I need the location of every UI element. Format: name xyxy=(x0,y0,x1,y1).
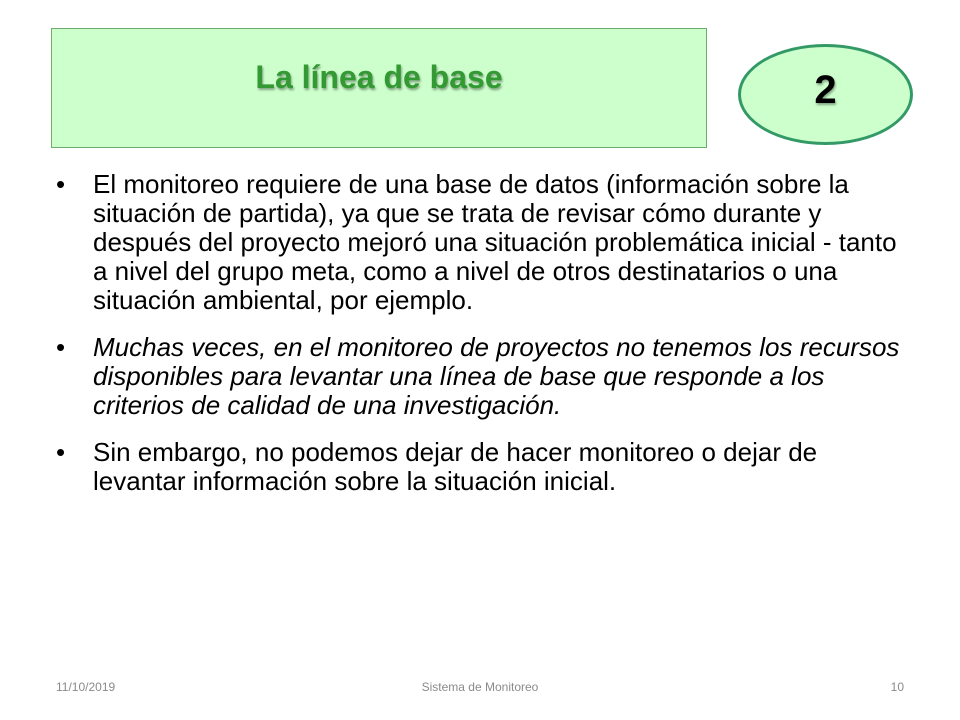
footer-page-number: 10 xyxy=(890,680,904,694)
bullet-text-2: Muchas veces, en el monitoreo de proyectos no tenemos los recursos disponibles para levantar una línea de base que responde a los criterios de calidad de una investigación. xyxy=(93,332,900,420)
title-box xyxy=(51,28,707,148)
slide-number-badge xyxy=(738,44,913,145)
bullet-icon: • xyxy=(56,437,66,467)
bullet-text-1: El monitoreo requiere de una base de datos (información sobre la situación de partida), ya que se trata de revisar cómo durante y después del proyecto mejoró una situación problemática inicial - tanto a nivel del grupo meta, como a nivel de otros destinatarios o una situación ambiental, por ejemplo. xyxy=(93,169,897,315)
bullet-icon: • xyxy=(56,332,66,362)
bullet-text-3: Sin embargo, no podemos dejar de hacer monitoreo o dejar de levantar información sobre la situación inicial. xyxy=(93,437,818,496)
footer-date: 11/10/2019 xyxy=(56,680,116,694)
badge-number: 2 xyxy=(814,68,837,112)
bullet-item-3 xyxy=(56,438,916,496)
bullet-list xyxy=(56,170,916,514)
slide-title: La línea de base xyxy=(255,58,503,95)
bullet-icon: • xyxy=(56,169,66,199)
bullet-item-1 xyxy=(56,170,916,315)
bullet-item-2 xyxy=(56,333,916,420)
footer-title: Sistema de Monitoreo xyxy=(421,680,539,694)
